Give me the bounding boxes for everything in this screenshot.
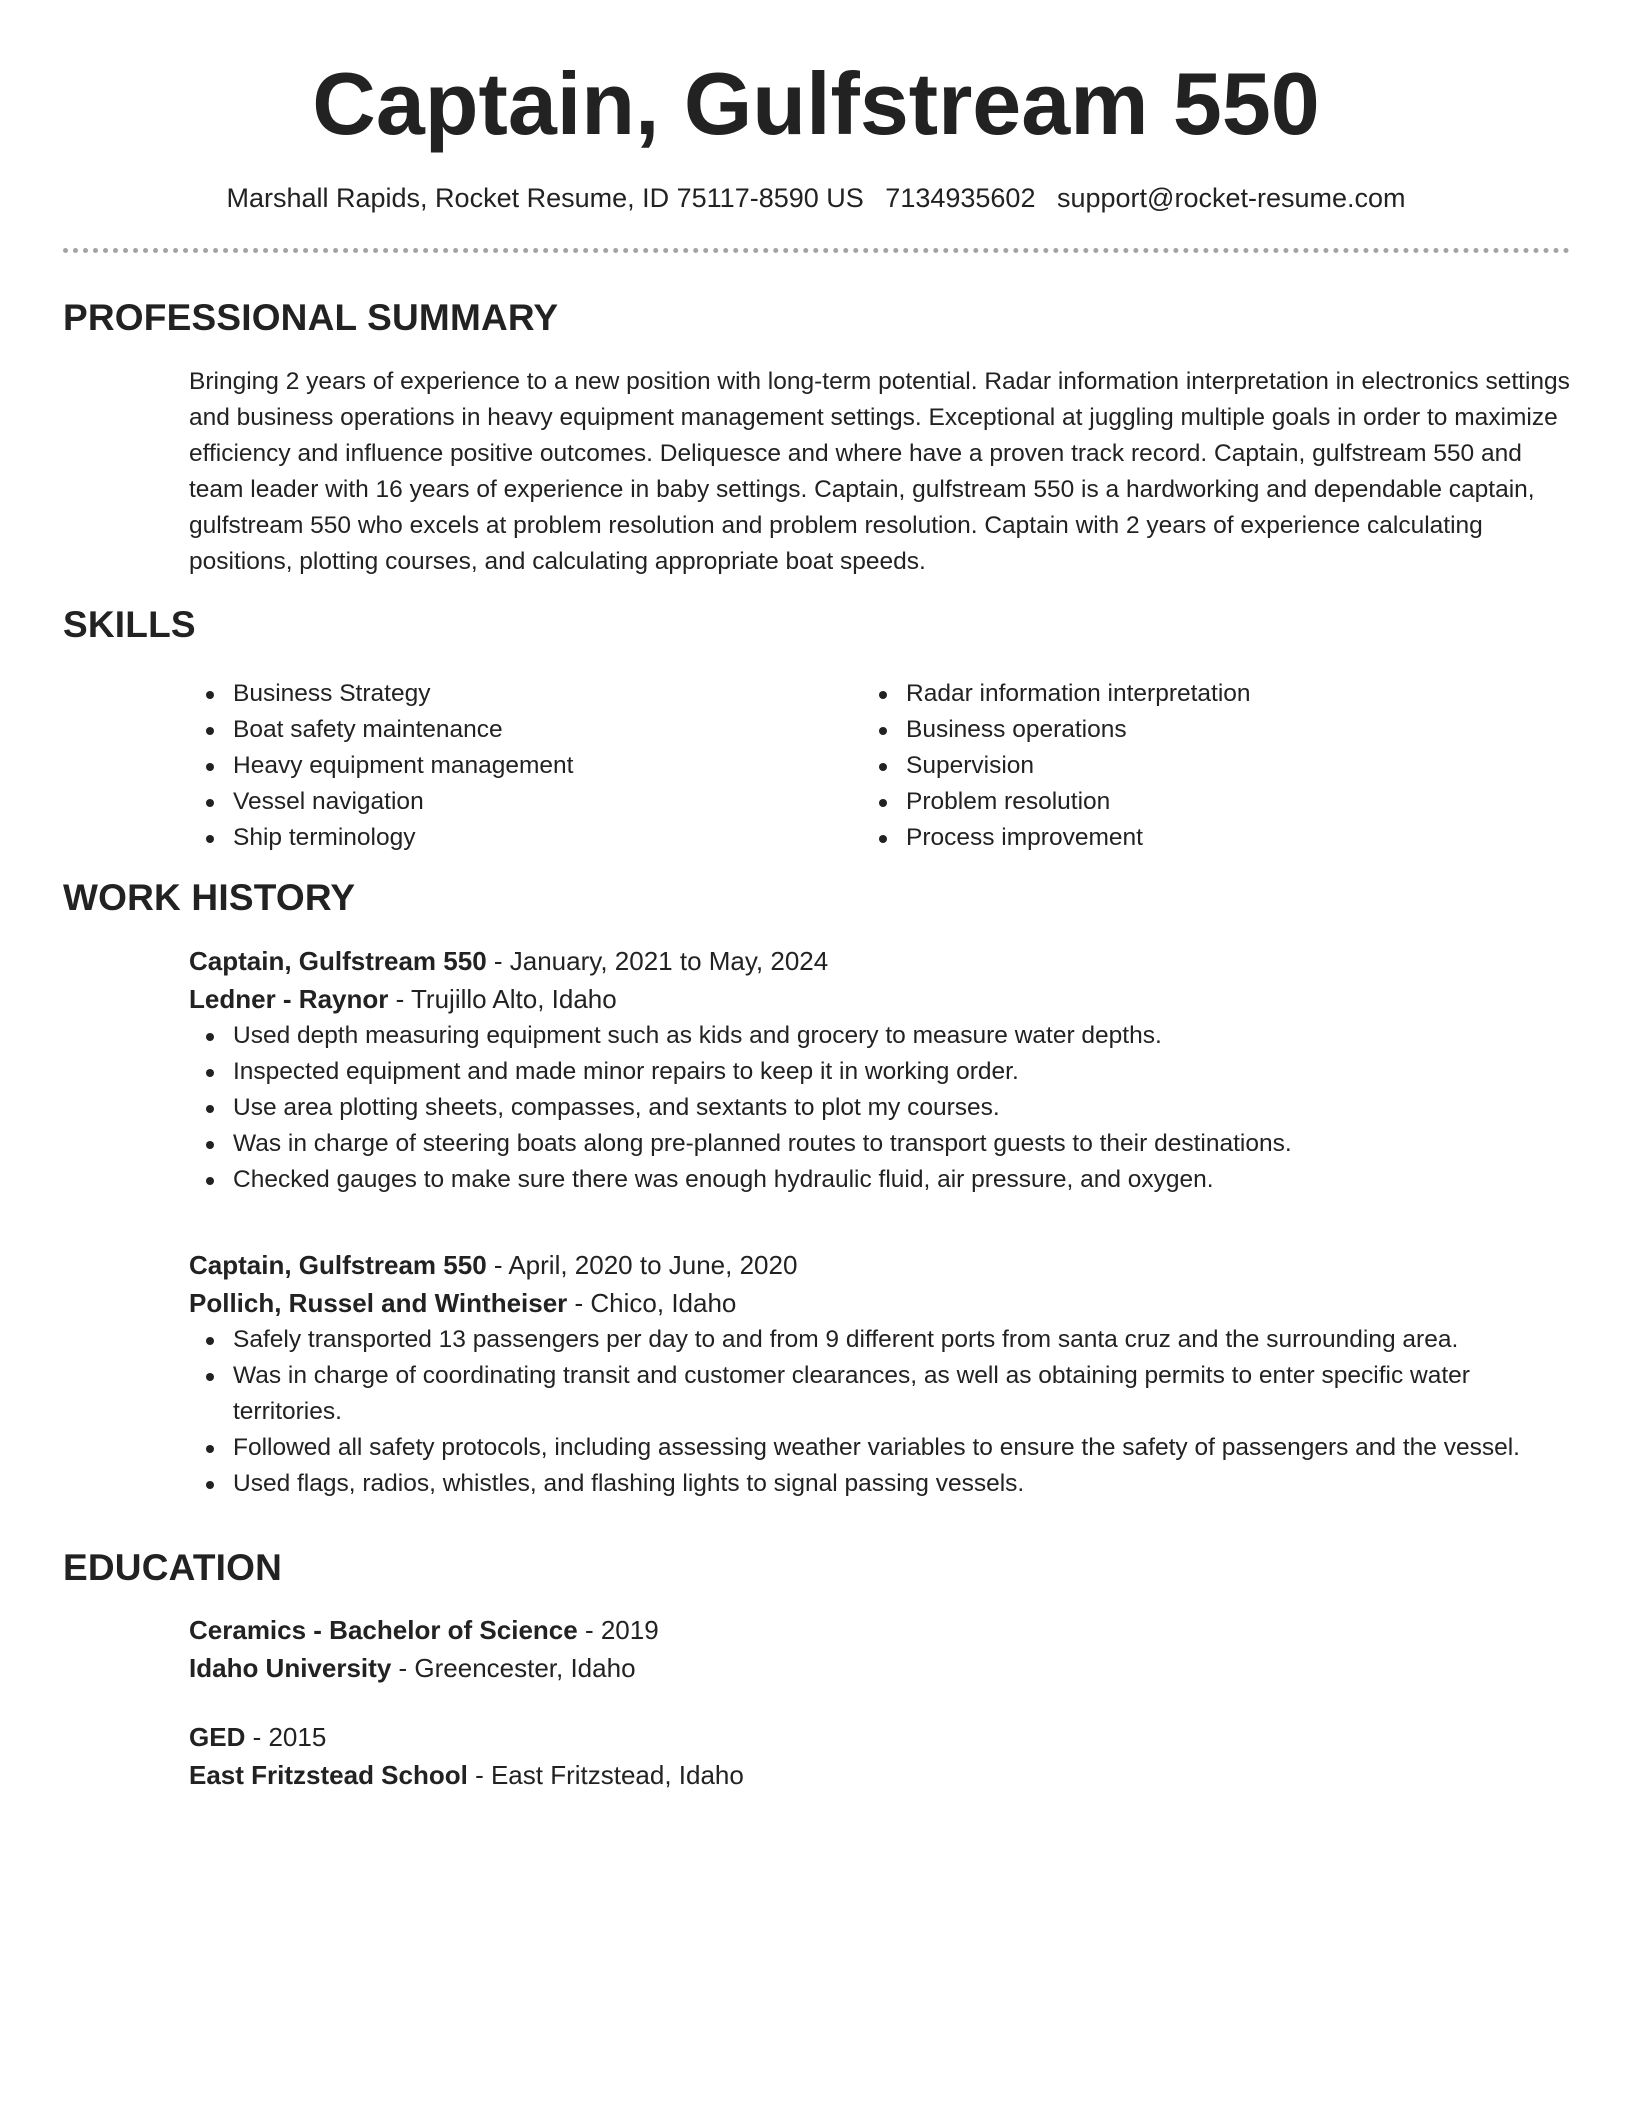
job-bullet: Used flags, radios, whistles, and flashing lights to signal passing vessels. [189, 1466, 1574, 1502]
edu-school-line [189, 1756, 1574, 1794]
skill-item: Heavy equipment management [189, 748, 829, 784]
section-title-summary: PROFESSIONAL SUMMARY [63, 297, 559, 338]
edu-degree-line [189, 1718, 1574, 1756]
job-company: Pollich, Russel and Wintheiser [189, 1288, 568, 1318]
edu-degree-line [189, 1611, 1574, 1649]
job-company-line [189, 1284, 1574, 1322]
contact-line [0, 180, 1632, 216]
skill-item: Process improvement [862, 820, 1502, 856]
skill-item: Boat safety maintenance [189, 712, 829, 748]
job-dates: - January, 2021 to May, 2024 [486, 946, 829, 976]
job-company-line [189, 980, 1574, 1018]
edu-location: - East Fritzstead, Idaho [467, 1760, 744, 1790]
edu-school-line [189, 1649, 1574, 1687]
header-divider [63, 248, 1570, 253]
contact-email: support@rocket-resume.com [1056, 183, 1406, 213]
job-entry [189, 1246, 1574, 1502]
job-bullet: Safely transported 13 passengers per day to and from 9 different ports from santa cruz and the surrounding area. [189, 1322, 1574, 1358]
skill-item: Business Strategy [189, 676, 829, 712]
job-bullet: Inspected equipment and made minor repairs to keep it in working order. [189, 1054, 1574, 1090]
skill-item: Supervision [862, 748, 1502, 784]
contact-address: Marshall Rapids, Rocket Resume, ID 75117-8590 US [226, 183, 864, 213]
skill-item: Vessel navigation [189, 784, 829, 820]
job-dates: - April, 2020 to June, 2020 [486, 1250, 798, 1280]
job-bullet: Followed all safety protocols, including assessing weather variables to ensure the safety of passengers and the vessel. [189, 1430, 1574, 1466]
job-bullet: Checked gauges to make sure there was enough hydraulic fluid, air pressure, and oxygen. [189, 1162, 1574, 1198]
edu-degree: Ceramics - Bachelor of Science [189, 1615, 578, 1645]
education-entry [189, 1718, 1574, 1794]
job-title-line [189, 1246, 1574, 1284]
edu-year: - 2015 [245, 1722, 327, 1752]
skill-item: Problem resolution [862, 784, 1502, 820]
job-bullet: Use area plotting sheets, compasses, and sextants to plot my courses. [189, 1090, 1574, 1126]
job-title-line [189, 942, 1574, 980]
contact-phone: 7134935602 [885, 183, 1036, 213]
skills-list-left [189, 676, 829, 856]
edu-school: Idaho University [189, 1653, 392, 1683]
job-position: Captain, Gulfstream 550 [189, 946, 487, 976]
job-company: Ledner - Raynor [189, 984, 389, 1014]
skills-list-right [862, 676, 1502, 856]
section-title-education: EDUCATION [63, 1547, 282, 1588]
edu-year: - 2019 [577, 1615, 659, 1645]
edu-degree: GED [189, 1722, 246, 1752]
job-position: Captain, Gulfstream 550 [189, 1250, 487, 1280]
section-title-skills: SKILLS [63, 604, 196, 645]
skill-item: Ship terminology [189, 820, 829, 856]
job-bullets [189, 1018, 1574, 1198]
section-title-work: WORK HISTORY [63, 877, 356, 918]
skill-item: Business operations [862, 712, 1502, 748]
education-entry [189, 1611, 1574, 1687]
job-entry [189, 942, 1574, 1198]
resume-name: Captain, Gulfstream 550 [312, 54, 1320, 153]
summary-text: Bringing 2 years of experience to a new position with long-term potential. Radar information interpretation in electronics settings and business operations in heavy equipment management settings. Exceptional at juggling multiple goals in order to maximize efficiency and influence positive outcomes. Deliquesce and where have a proven track record. Captain, gulfstream 550 and team leader with 16 years of experience in baby settings. Captain, gulfstream 550 is a hardworking and dependable captain, gulfstream 550 who excels at problem resolution and problem resolution. Captain with 2 years of experience calculating positions, plotting courses, and calculating appropriate boat speeds. [189, 368, 1570, 575]
job-bullet: Used depth measuring equipment such as kids and grocery to measure water depths. [189, 1018, 1574, 1054]
job-bullet: Was in charge of coordinating transit and customer clearances, as well as obtaining permits to enter specific water territories. [189, 1358, 1574, 1430]
edu-location: - Greencester, Idaho [391, 1653, 636, 1683]
skill-item: Radar information interpretation [862, 676, 1502, 712]
job-location: - Trujillo Alto, Idaho [388, 984, 617, 1014]
job-bullet: Was in charge of steering boats along pre-planned routes to transport guests to their destinations. [189, 1126, 1574, 1162]
job-location: - Chico, Idaho [567, 1288, 737, 1318]
edu-school: East Fritzstead School [189, 1760, 468, 1790]
job-bullets [189, 1322, 1574, 1502]
